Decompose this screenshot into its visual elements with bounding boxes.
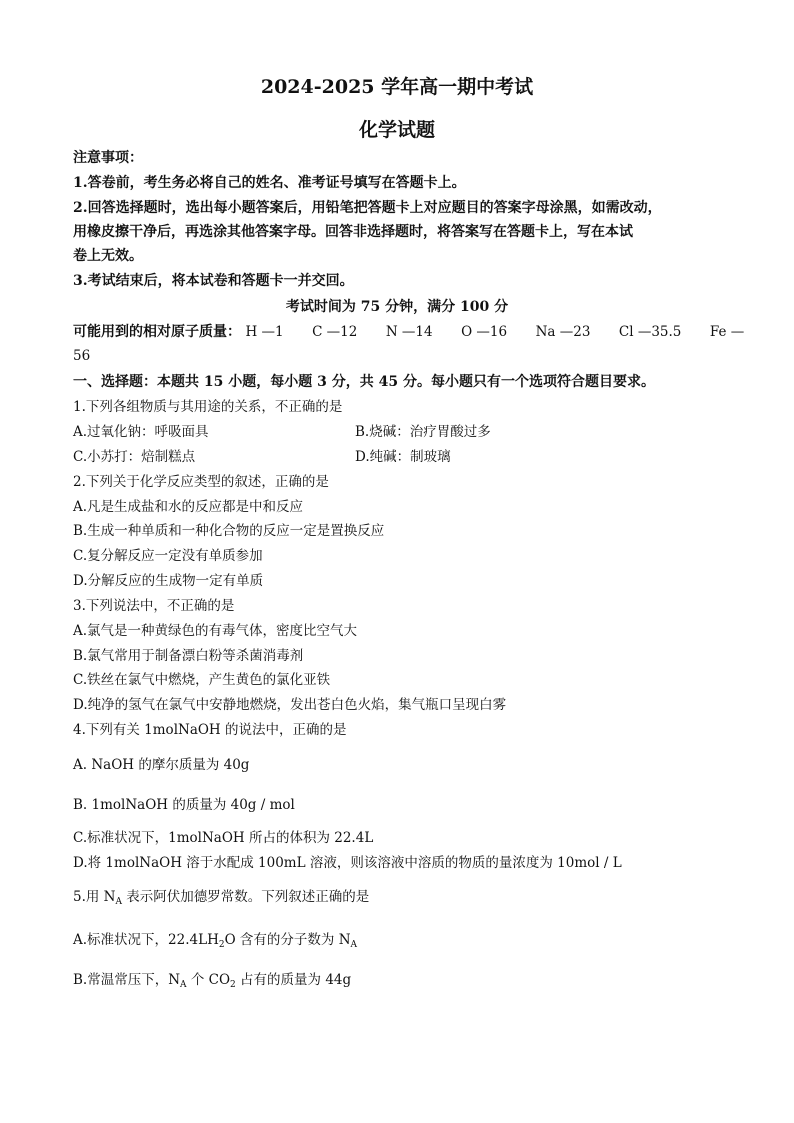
q4-option-d: D.将 1molNaOH 溶于水配成 100mL 溶液，则该溶液中溶质的物质的量浓度为 10mol / L <box>73 855 622 871</box>
notes-heading: 注意事项： <box>73 150 143 166</box>
mass-o: O —16 <box>461 324 508 340</box>
mass-na: Na —23 <box>535 324 591 340</box>
mass-cl: Cl —35.5 <box>618 324 682 340</box>
q5-stem <box>73 887 728 912</box>
q1-option-d: D.纯碱：制玻璃 <box>355 449 451 465</box>
q3-option-b: B.氯气常用于制备漂白粉等杀菌消毒剂 <box>73 648 304 664</box>
q4-stem: 4.下列有关 1molNaOH 的说法中，正确的是 <box>73 722 347 738</box>
q5-a-sub2: A <box>350 940 358 950</box>
q1-option-c: C.小苏打：焙制糕点 <box>73 449 196 465</box>
q2-stem: 2.下列关于化学反应类型的叙述，正确的是 <box>73 474 329 490</box>
q5-option-b <box>73 970 728 995</box>
section-1-heading: 一、选择题：本题共 15 小题，每小题 3 分，共 45 分。每小题只有一个选项符合题目要求。 <box>73 374 655 390</box>
q4-option-a: A. NaOH 的摩尔质量为 40g <box>73 757 250 773</box>
q2-option-b: B.生成一种单质和一种化合物的反应一定是置换反应 <box>73 523 385 539</box>
q1-stem: 1.下列各组物质与其用途的关系，不正确的是 <box>73 399 343 415</box>
note-2-line-2: 用橡皮擦干净后，再选涂其他答案字母。回答非选择题时，将答案写在答题卡上，写在本试 <box>73 224 633 240</box>
q4-option-c: C.标准状况下，1molNaOH 所占的体积为 22.4L <box>73 830 374 846</box>
q5-a-pre: A.标准状况下，22.4LH <box>73 932 219 948</box>
q4-option-b: B. 1molNaOH 的质量为 40g / mol <box>73 797 295 813</box>
q3-stem: 3.下列说法中，不正确的是 <box>73 598 235 614</box>
q2-option-d: D.分解反应的生成物一定有单质 <box>73 573 264 589</box>
q5-a-mid: O 含有的分子数为 N <box>224 932 351 948</box>
exam-title: 2024-2025 学年高一期中考试 <box>260 76 534 98</box>
mass-n: N —14 <box>385 324 433 340</box>
q5-b-sub1: A <box>180 980 187 990</box>
q5-option-a <box>73 930 728 955</box>
q3-option-c: C.铁丝在氯气中燃烧，产生黄色的氯化亚铁 <box>73 672 331 688</box>
exam-time-info: 考试时间为 75 分钟，满分 100 分 <box>285 299 509 315</box>
q5-b-post: 占有的质量为 44g <box>235 972 352 988</box>
q1-option-b: B.烧碱：治疗胃酸过多 <box>355 424 491 440</box>
q1-option-a: A.过氧化钠：呼吸面具 <box>73 424 209 440</box>
atomic-masses-line <box>73 322 745 342</box>
q2-option-c: C.复分解反应一定没有单质参加 <box>73 548 263 564</box>
q3-option-d: D.纯净的氢气在氯气中安静地燃烧，发出苍白色火焰，集气瓶口呈现白雾 <box>73 697 507 713</box>
atomic-masses-wrap: 56 <box>73 348 91 364</box>
q5-stem-post: 表示阿伏加德罗常数。下列叙述正确的是 <box>121 889 370 905</box>
exam-subject: 化学试题 <box>358 119 435 141</box>
q5-stem-pre: 5.用 N <box>73 889 116 905</box>
q5-a-sub1: 2 <box>218 940 225 950</box>
q5-b-pre: B.常温常压下，N <box>73 972 181 988</box>
note-2-line-3: 卷上无效。 <box>73 248 143 264</box>
mass-c: C —12 <box>312 324 358 340</box>
note-2-line-1: 2.回答选择题时，选出每小题答案后，用铅笔把答题卡上对应题目的答案字母涂黑，如需改动， <box>73 200 662 216</box>
mass-fe: Fe — <box>709 324 745 340</box>
q3-option-a: A.氯气是一种黄绿色的有毒气体，密度比空气大 <box>73 623 358 639</box>
q5-stem-sub: A <box>115 897 122 907</box>
mass-h: H —1 <box>245 324 284 340</box>
note-3: 3.考试结束后，将本试卷和答题卡一并交回。 <box>73 273 354 289</box>
q5-b-mid: 个 CO <box>186 972 231 988</box>
note-1: 1.答卷前，考生务必将自己的姓名、准考证号填写在答题卡上。 <box>73 175 466 191</box>
atomic-masses-label: 可能用到的相对原子质量： <box>73 324 241 340</box>
q5-b-sub2: 2 <box>230 980 236 990</box>
q2-option-a: A.凡是生成盐和水的反应都是中和反应 <box>73 499 304 515</box>
